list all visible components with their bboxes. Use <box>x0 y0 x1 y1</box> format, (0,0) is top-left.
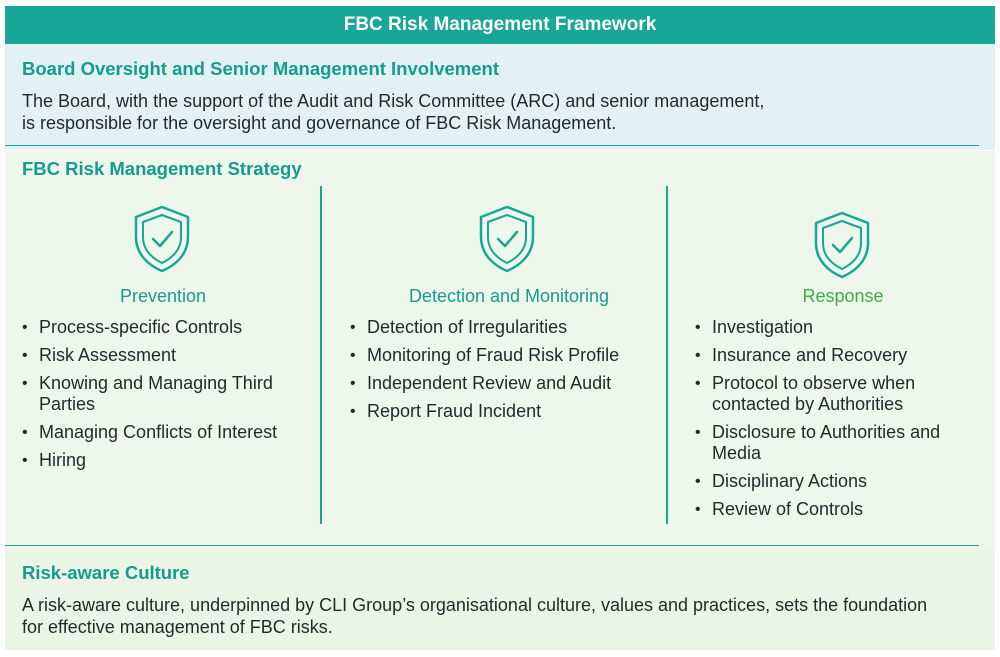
oversight-section <box>5 44 995 150</box>
oversight-heading: Board Oversight and Senior Management Involvement <box>22 58 499 79</box>
culture-text-line1: A risk-aware culture, underpinned by CLI Group’s organisational culture, values and practices, sets the foundation <box>22 595 928 615</box>
oversight-text-line1: The Board, with the support of the Audit and Risk Committee (ARC) and senior management, <box>22 91 765 111</box>
section-divider-bottom <box>5 545 979 546</box>
shield-check-icon <box>812 210 872 280</box>
oversight-text-line2: is responsible for the oversight and governance of FBC Risk Management. <box>22 113 617 133</box>
list-item: • Disclosure to Authorities and Media <box>695 422 974 464</box>
list-item: • Detection of Irregularities <box>350 317 660 338</box>
list-item: • Report Fraud Incident <box>350 401 660 422</box>
list-item: • Investigation <box>695 317 977 338</box>
list-item: • Process-specific Controls <box>22 317 312 338</box>
column-title-prevention: Prevention <box>119 286 207 306</box>
column-divider-1 <box>320 186 322 524</box>
list-item: • Protocol to observe when contacted by Authorities <box>695 373 952 415</box>
section-divider-top <box>5 145 979 146</box>
list-item: • Review of Controls <box>695 499 977 520</box>
shield-check-icon <box>132 204 192 274</box>
list-item: • Hiring <box>22 450 312 471</box>
column-title-detection: Detection and Monitoring <box>408 286 610 306</box>
list-item: • Insurance and Recovery <box>695 345 977 366</box>
diagram-title: FBC Risk Management Framework <box>5 6 995 44</box>
list-item: • Risk Assessment <box>22 345 312 366</box>
shield-check-icon <box>477 204 537 274</box>
list-item: • Managing Conflicts of Interest <box>22 422 312 443</box>
culture-section <box>5 549 995 650</box>
strategy-heading: FBC Risk Management Strategy <box>22 158 302 179</box>
prevention-list <box>22 317 312 478</box>
column-title-response: Response <box>802 286 884 306</box>
framework-diagram <box>5 6 995 650</box>
list-item: • Knowing and Managing Third Parties <box>22 373 301 415</box>
column-divider-2 <box>666 186 668 524</box>
response-list <box>695 317 977 527</box>
list-item: • Independent Review and Audit <box>350 373 660 394</box>
culture-text-line2: for effective management of FBC risks. <box>22 617 333 637</box>
list-item: • Disciplinary Actions <box>695 471 977 492</box>
culture-heading: Risk-aware Culture <box>22 562 190 583</box>
list-item: • Monitoring of Fraud Risk Profile <box>350 345 660 366</box>
detection-list <box>350 317 660 429</box>
